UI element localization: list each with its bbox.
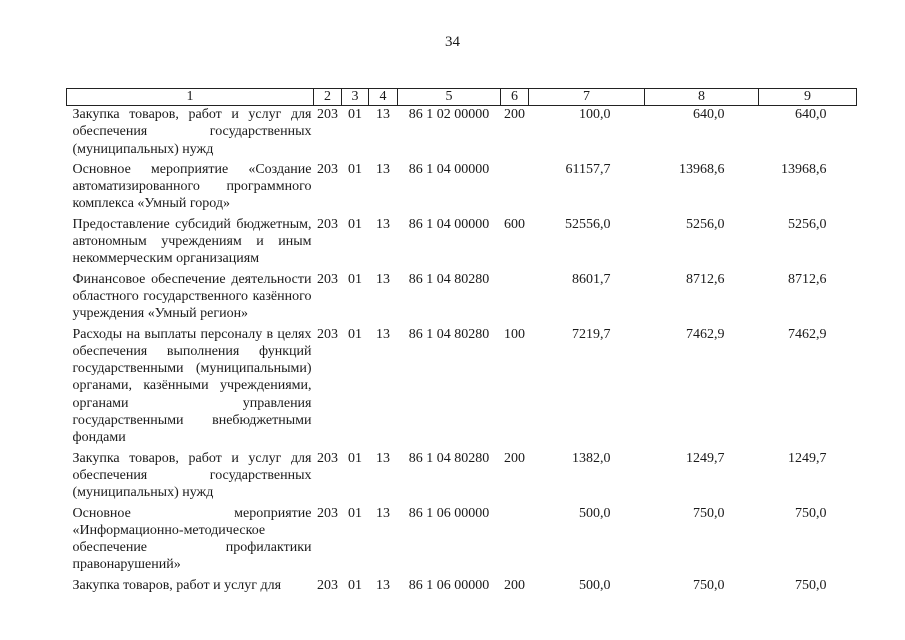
cell-amount-7: 500,0: [579, 577, 611, 593]
cell-amount-8: 750,0: [693, 577, 725, 593]
cell-code-3: 01: [348, 450, 362, 466]
cell-amount-9: 7462,9: [788, 326, 827, 342]
cell-target-code: 86 1 04 80280: [408, 271, 490, 287]
cell-code-4: 13: [376, 450, 390, 466]
cell-expense-type: 100: [504, 326, 525, 342]
cell-target-code: 86 1 04 80280: [408, 450, 490, 466]
column-header-8: 8: [645, 89, 759, 106]
table-row: [67, 106, 857, 161]
cell-code-3: 01: [348, 271, 362, 287]
cell-target-code: 86 1 02 00000: [408, 107, 490, 122]
cell-expense-type: 200: [504, 450, 525, 466]
table-header: [67, 89, 857, 106]
cell-amount-7: 100,0: [579, 107, 611, 122]
column-header-7: 7: [529, 89, 645, 106]
column-header-3: 3: [342, 89, 369, 106]
table-row: [67, 271, 857, 326]
table-row: [67, 505, 857, 577]
cell-code-2: 203: [317, 326, 338, 342]
cell-amount-8: 640,0: [693, 107, 725, 122]
row-description: Закупка товаров, работ и услуг для обеспечения государственных (муниципальных) нужд: [72, 450, 312, 501]
cell-amount-7: 1382,0: [572, 450, 611, 466]
cell-code-4: 13: [376, 326, 390, 342]
row-description: Предоставление субсидий бюджетным, автономным учреждениям и иным некоммерческим организациям: [72, 216, 312, 267]
table-row: [67, 577, 857, 597]
cell-code-2: 203: [317, 216, 338, 232]
column-header-5: 5: [398, 89, 501, 106]
cell-code-2: 203: [317, 271, 338, 287]
cell-amount-9: 5256,0: [788, 216, 827, 232]
header-row: [67, 89, 857, 106]
cell-expense-type: [501, 505, 529, 577]
cell-code-3: 01: [348, 505, 362, 521]
cell-target-code: 86 1 04 80280: [408, 326, 490, 342]
cell-code-4: 13: [376, 107, 390, 122]
cell-expense-type: [501, 161, 529, 216]
table-row: [67, 326, 857, 450]
cell-code-3: 01: [348, 326, 362, 342]
column-header-6: 6: [501, 89, 529, 106]
cell-amount-9: 640,0: [795, 107, 827, 122]
row-description: Финансовое обеспечение деятельности областного государственного казённого учреждения «Умный регион»: [72, 271, 312, 322]
cell-amount-7: 61157,7: [565, 161, 611, 177]
cell-code-4: 13: [376, 271, 390, 287]
column-header-2: 2: [314, 89, 342, 106]
column-header-4: 4: [369, 89, 398, 106]
cell-code-4: 13: [376, 577, 390, 593]
cell-code-3: 01: [348, 107, 362, 122]
cell-amount-8: 7462,9: [686, 326, 725, 342]
cell-target-code: 86 1 06 00000: [408, 577, 490, 593]
row-description: Основное мероприятие «Информационно-методическое обеспечение профилактики правонарушений»: [72, 505, 312, 573]
table-row: [67, 450, 857, 505]
cell-code-2: 203: [317, 161, 338, 177]
cell-amount-7: 500,0: [579, 505, 611, 521]
cell-amount-8: 5256,0: [686, 216, 725, 232]
cell-expense-type: [501, 271, 529, 326]
cell-expense-type: 200: [504, 577, 525, 593]
cell-amount-9: 1249,7: [788, 450, 827, 466]
cell-amount-7: 7219,7: [572, 326, 611, 342]
cell-expense-type: 200: [504, 107, 525, 122]
cell-amount-8: 8712,6: [686, 271, 725, 287]
column-header-1: 1: [67, 89, 314, 106]
cell-target-code: 86 1 04 00000: [408, 161, 490, 177]
cell-target-code: 86 1 04 00000: [408, 216, 490, 232]
cell-amount-8: 13968,6: [679, 161, 725, 177]
row-description: Расходы на выплаты персоналу в целях обеспечения выполнения функций государственными (муниципальными) органами, казёнными учреждениями, органами управления государственными внебюджетными фондами: [72, 326, 312, 446]
cell-amount-9: 750,0: [795, 505, 827, 521]
cell-amount-7: 8601,7: [572, 271, 611, 287]
page-number: 34: [445, 34, 460, 50]
column-header-9: 9: [759, 89, 857, 106]
cell-code-2: 203: [317, 107, 338, 122]
cell-amount-9: 750,0: [795, 577, 827, 593]
row-description: Закупка товаров, работ и услуг для обеспечения государственных (муниципальных) нужд: [72, 107, 312, 157]
table-row: [67, 161, 857, 216]
budget-table: [66, 88, 857, 597]
cell-amount-9: 13968,6: [781, 161, 827, 177]
table-row: [67, 216, 857, 271]
cell-amount-7: 52556,0: [565, 216, 611, 232]
cell-amount-8: 750,0: [693, 505, 725, 521]
cell-code-2: 203: [317, 577, 338, 593]
cell-amount-9: 8712,6: [788, 271, 827, 287]
cell-code-3: 01: [348, 161, 362, 177]
cell-amount-8: 1249,7: [686, 450, 725, 466]
table-body: [67, 106, 857, 598]
cell-code-2: 203: [317, 450, 338, 466]
cell-code-3: 01: [348, 216, 362, 232]
cell-code-2: 203: [317, 505, 338, 521]
row-description: Закупка товаров, работ и услуг для: [72, 577, 282, 593]
cell-code-4: 13: [376, 505, 390, 521]
cell-expense-type: 600: [504, 216, 525, 232]
budget-table-container: [66, 88, 856, 597]
row-description: Основное мероприятие «Создание автоматизированного программного комплекса «Умный город»: [72, 161, 312, 212]
cell-code-4: 13: [376, 161, 390, 177]
cell-code-4: 13: [376, 216, 390, 232]
cell-code-3: 01: [348, 577, 362, 593]
cell-target-code: 86 1 06 00000: [408, 505, 490, 521]
